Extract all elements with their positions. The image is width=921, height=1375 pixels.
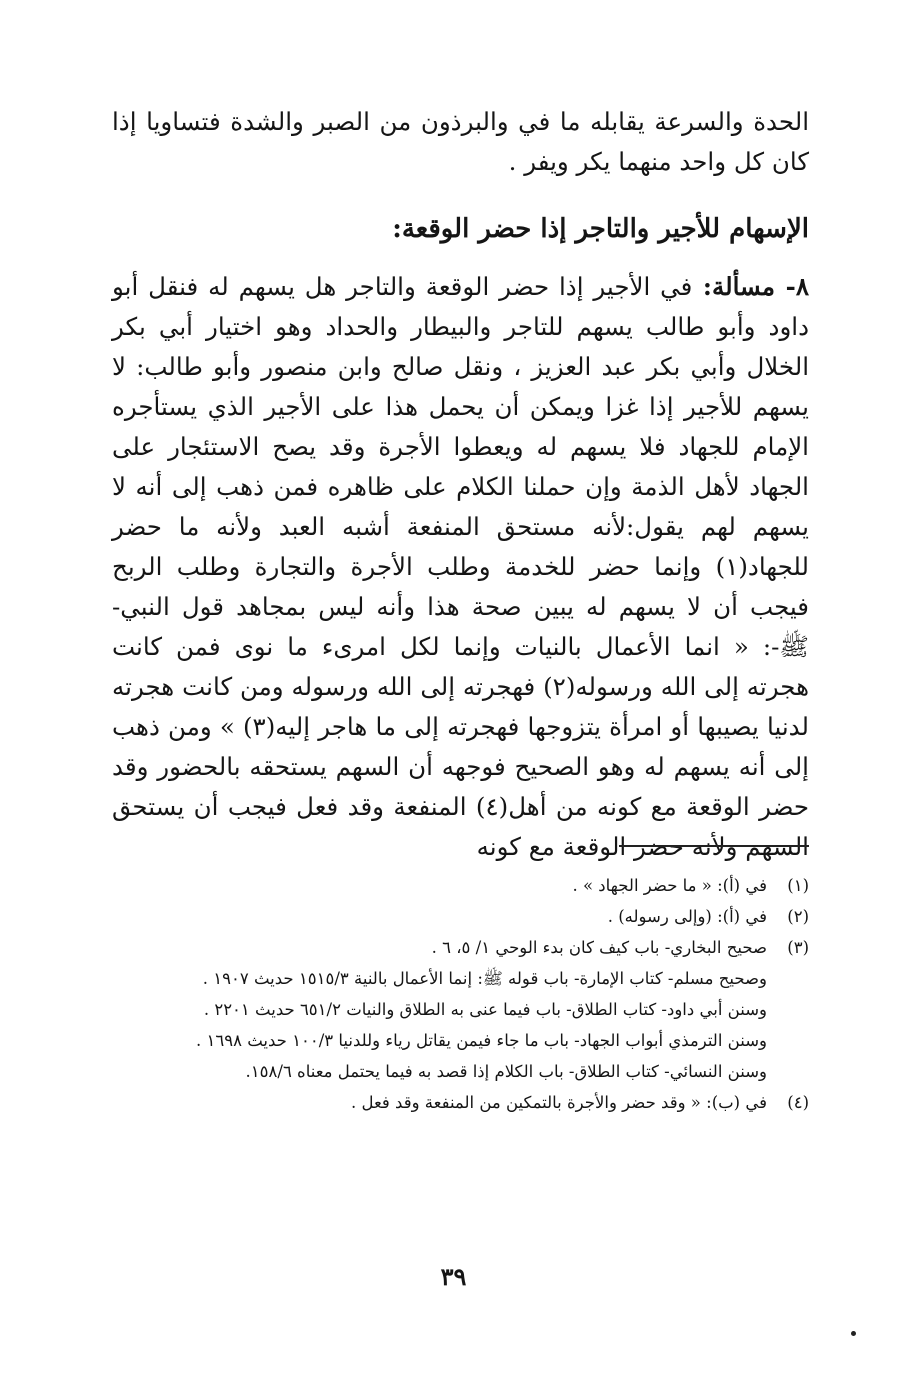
footnote-number: (١) <box>787 876 809 895</box>
footnotes <box>112 870 809 1118</box>
intro-paragraph: الحدة والسرعة يقابله ما في والبرذون من الصبر والشدة فتساويا إذا كان كل واحد منهما يكر ويفر . <box>112 107 809 176</box>
footnote-text: في (أ): « ما حضر الجهاد » . <box>572 876 767 895</box>
footnote-text: في (ب): « وقد حضر والأجرة بالتمكين من المنفعة وقد فعل . <box>350 1093 767 1112</box>
issue-number: ٨- <box>775 272 809 301</box>
footnote-text: صحيح البخاري- باب كيف كان بدء الوحي ١/ ٥، ٦ . <box>431 938 767 957</box>
footnote-number: (٢) <box>787 907 809 926</box>
footnote-1 <box>112 870 809 901</box>
issue-paragraph <box>112 267 809 867</box>
page-number: ٣٩ <box>440 1262 467 1291</box>
section-heading: الإسهام للأجير والتاجر إذا حضر الوقعة: <box>392 214 809 244</box>
footnote-3-abu-dawud: وسنن أبي داود- كتاب الطلاق- باب فيما عنى به الطلاق والنيات ٦٥١/٢ حديث ٢٢٠١ . <box>203 1000 767 1019</box>
footnote-number: (٤) <box>787 1093 809 1112</box>
footnote-4 <box>112 1087 809 1118</box>
issue-text: في الأجير إذا حضر الوقعة والتاجر هل يسهم له فنقل أبو داود وأبو طالب يسهم للتاجر والبيطار والحداد وهو اختيار أبي بكر الخلال وأبي بكر عبد العزيز ، ونقل صالح وابن منصور وأبو طالب: لا يسهم للأجير إذا غزا ويمكن أن يحمل هذا على الأجير الذي يستأجره الإمام للجهاد فلا يسهم له ويعطوا الأجرة وقد يصح الاستئجار على الجهاد لأهل الذمة وإن حملنا الكلام على ظاهره فمن ذهب إلى أنه لا يسهم لهم يقول:لأنه مستحق المنفعة أشبه العبد ولأنه ما حضر للجهاد(١) وإنما حضر للخدمة وطلب الأجرة والتجارة وطلب الربح فيجب أن لا يسهم له يبين صحة هذا وأنه ليس بمجاهد قول النبي- ﷺ-: « انما الأعمال بالنيات وإنما لكل امرىء ما نوى فمن كانت هجرته إلى الله ورسوله(٢) فهجرته إلى الله ورسوله ومن كانت هجرته لدنيا يصيبها أو امرأة يتزوجها فهجرته إلى ما هاجر إليه(٣) » ومن ذهب إلى أنه يسهم له وهو الصحيح فوجهه أن السهم يستحقه بالحضور وقد حضر الوقعة مع كونه من أهل(٤) المنفعة وقد فعل فيجب أن يستحق السهم ولأنه حضر الوقعة مع كونه <box>112 272 810 861</box>
issue-title: مسألة: <box>692 272 776 301</box>
scan-dot-mark <box>851 1331 856 1336</box>
footnote-3-nasai: وسنن النسائي- كتاب الطلاق- باب الكلام إذا قصد به فيما يحتمل معناه ١٥٨/٦. <box>245 1062 767 1081</box>
footnote-2 <box>112 901 809 932</box>
footnote-number: (٣) <box>787 938 809 957</box>
footnote-3-tirmidhi: وسنن الترمذي أبواب الجهاد- باب ما جاء فيمن يقاتل رياء وللدنيا ١٠٠/٣ حديث ١٦٩٨ . <box>196 1031 767 1050</box>
footnote-3 <box>112 932 809 963</box>
footnote-text: في (أ): (وإلى رسوله) . <box>607 907 767 926</box>
footnote-separator <box>619 845 809 847</box>
footnote-3-muslim: وصحيح مسلم- كتاب الإمارة- باب قوله ﷺ: إنما الأعمال بالنية ١٥١٥/٣ حديث ١٩٠٧ . <box>202 969 767 988</box>
